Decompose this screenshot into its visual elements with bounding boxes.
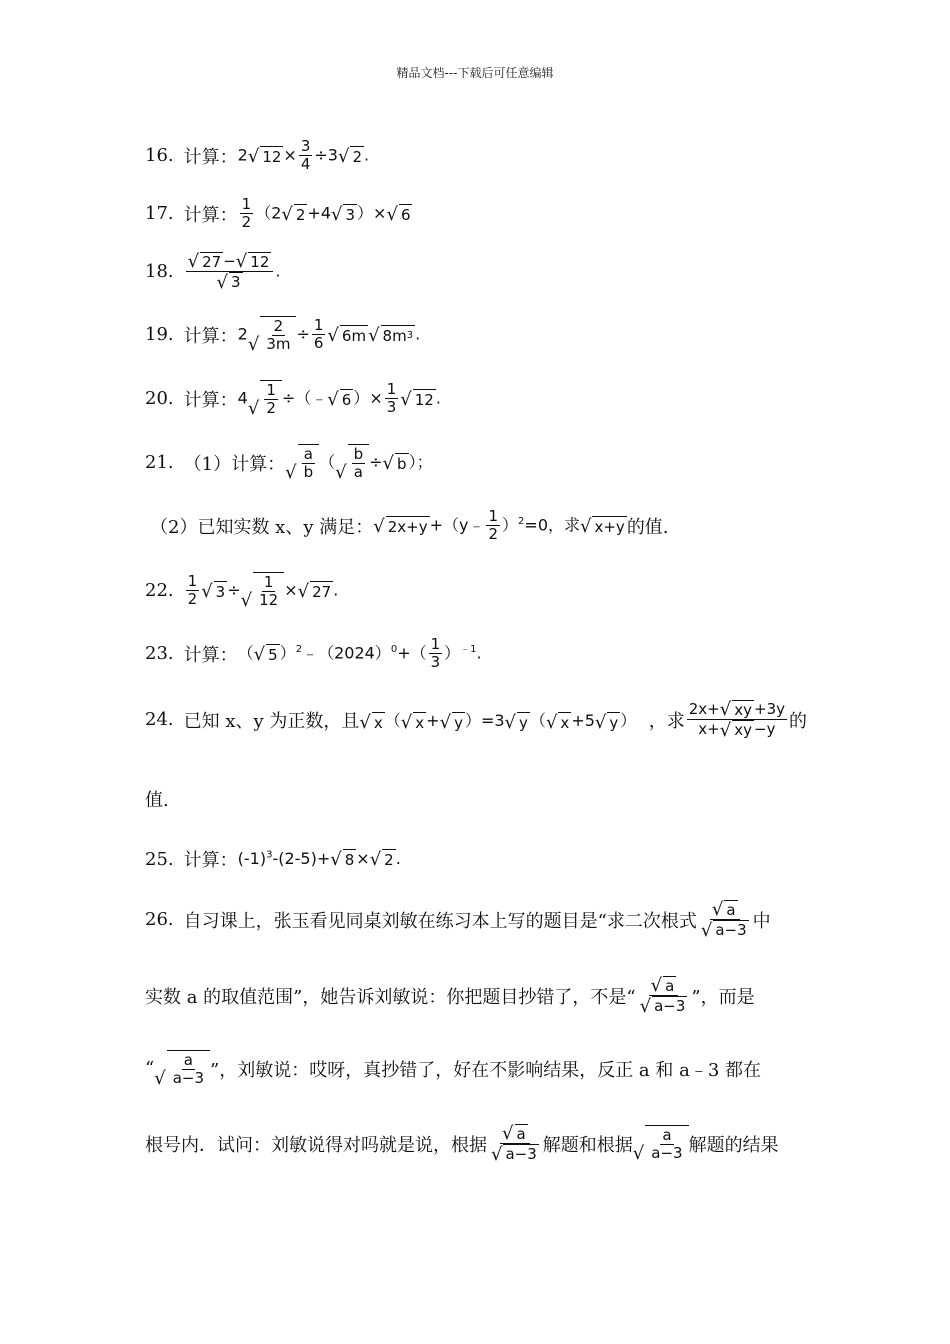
problem-19 — [145, 316, 420, 354]
problem-text: 自习课上，张玉看见同桌刘敏在练习本上写的题目是“求二次根式 — [183, 910, 697, 932]
math-expression: 2x+ √ xy +3y x+ √ xy −y — [688, 699, 785, 741]
problem-number: 16. — [145, 145, 174, 167]
problem-label: 计算： — [183, 146, 238, 168]
problem-25 — [145, 846, 401, 872]
problem-number: 23. — [145, 643, 174, 665]
problem-number: 21. — [145, 452, 174, 474]
problem-26-line3 — [145, 1050, 807, 1088]
problem-17 — [145, 196, 412, 232]
problem-21-part2 — [150, 508, 669, 544]
problem-26-line2 — [145, 976, 807, 1016]
problem-number: 22. — [145, 580, 174, 602]
math-expression: √ a √ a−3 — [700, 899, 747, 941]
math-expression: 2 √ $\frac{2}{3m}$ ÷ $\frac{1}{6}$ √ 6m √ 8m 3 . — [237, 316, 421, 355]
problem-24 — [145, 700, 807, 740]
problem-label: 计算： — [183, 204, 238, 226]
problem-text: ，求 — [648, 710, 685, 732]
math-expression: 2 √ 12 × $\frac{3}{4}$ ÷3 √ 2 . — [237, 137, 370, 174]
math-expression: √ $\frac{a}{a-3}$ — [633, 1125, 689, 1163]
math-expression: √ a √ a−3 — [491, 1123, 537, 1165]
math-expression: （ √ 5 ）$^2﹣(2024)^0+$（ $\frac{1}{3}$ ）$^{﹣1}$. — [237, 635, 482, 672]
math-expression: $\frac{1}{2}$ （2 √ 2 +4 √ 3 ）× √ 6 — [241, 195, 411, 232]
problem-18 — [145, 252, 280, 292]
problem-text: 的值. — [626, 516, 669, 538]
problem-number: 25. — [145, 848, 174, 870]
problem-24-cont: 值. — [145, 790, 169, 811]
problem-number: 17. — [145, 203, 174, 225]
problem-text: （2）已知实数 x、y 满足： — [150, 516, 374, 538]
problem-number: 24. — [145, 709, 174, 731]
problem-text: ”，刘敏说：哎呀，真抄错了，好在不影响结果，反正 a 和 a﹣3 都在 — [210, 1059, 762, 1081]
math-expression: √ $\frac{a}{b}$ （ √ $\frac{b}{a}$ ÷ √ b ）； — [285, 445, 433, 483]
problem-text: 解题的结果 — [688, 1134, 779, 1156]
problem-text: 实数 a 的取值范围”，她告诉刘敏说：你把题目抄错了，不是“ — [145, 986, 636, 1008]
math-expression: √ a √ a−3 — [639, 975, 686, 1017]
math-expression: √ $\frac{a}{a-3}$ — [154, 1050, 210, 1088]
problem-text: “ — [145, 1058, 155, 1080]
problem-26-line1 — [145, 900, 807, 940]
problem-label: 计算： — [183, 644, 238, 666]
math-expression: $(-1)^3-(2-5)+$ √ 8 × √ 2 . — [237, 848, 401, 871]
math-expression: 4 √ $\frac{1}{2}$ ÷（﹣ √ 6 ）× $\frac{1}{3}$ √ 12 . — [237, 380, 441, 419]
problem-text: 解题和根据 — [542, 1134, 633, 1156]
math-expression: √ 27 − √ 12 √ 3 . — [187, 251, 281, 293]
problem-number: 20. — [145, 388, 174, 410]
problem-label: 计算： — [183, 850, 238, 871]
problem-number: 26. — [145, 909, 174, 931]
math-expression: $\frac{1}{2}$ √ 3 ÷ √ $\frac{1}{12}$ × √ 27 . — [187, 572, 339, 611]
problem-22 — [145, 572, 338, 610]
math-expression: √ 2x+y +（y﹣ $\frac{1}{2}$ ）$^2$=0，求 √ x+y — [373, 507, 625, 544]
problem-21-part1 — [145, 444, 433, 482]
math-expression: √ x （ √ x + √ y ）=3 √ y （ √ x +5 √ y ） — [359, 711, 637, 733]
page-header: 精品文档---下载后可任意编辑 — [396, 66, 554, 80]
problem-label: 计算： — [183, 325, 238, 347]
problem-number: 18. — [145, 261, 174, 283]
problem-text: 已知 x、y 为正数，且 — [183, 710, 360, 732]
problem-23 — [145, 636, 482, 672]
problem-text: 的 — [789, 710, 807, 732]
problem-20 — [145, 380, 441, 418]
problem-text: 根号内．试问：刘敏说得对吗就是说，根据 — [145, 1134, 487, 1156]
problem-26-line4 — [145, 1124, 807, 1164]
problem-label: 计算： — [183, 389, 238, 411]
problem-text: ”，而是 — [691, 986, 755, 1008]
problem-16 — [145, 138, 369, 174]
problem-number: 19. — [145, 324, 174, 346]
problem-label: （1）计算： — [183, 453, 286, 475]
problem-text: 中 — [752, 910, 771, 932]
